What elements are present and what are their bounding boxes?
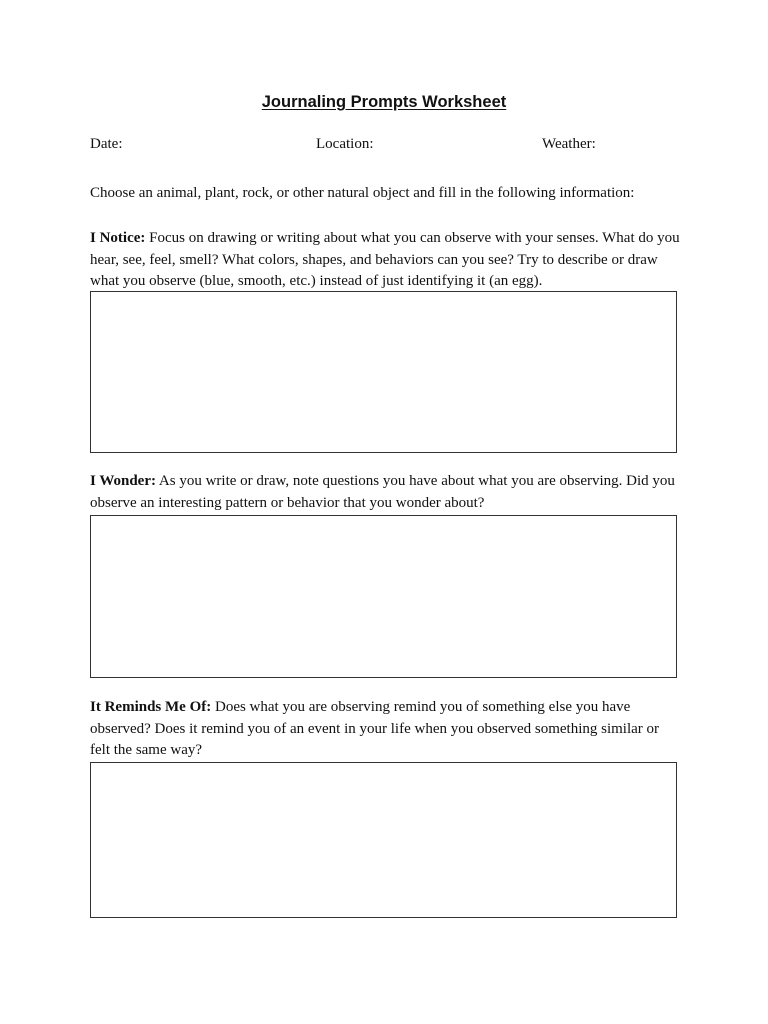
prompt-label: I Wonder:	[90, 473, 156, 489]
prompt-it-reminds-me-of	[90, 697, 680, 762]
prompt-text: Focus on drawing or writing about what you can observe with your senses. What do you hear, see, feel, smell? What colors, shapes, and behaviors can you see? Try to describe or draw what you observe (blue, smooth, etc.) instead of just identifying it (an egg).	[90, 230, 680, 289]
prompt-label: It Reminds Me Of:	[90, 699, 212, 715]
prompt-label: I Notice:	[90, 230, 146, 246]
i-notice-answer-box[interactable]	[90, 291, 677, 453]
instructions: Choose an animal, plant, rock, or other natural object and fill in the following information:	[90, 185, 635, 201]
prompt-i-wonder	[90, 471, 680, 514]
prompt-text: As you write or draw, note questions you have about what you are observing. Did you observe an interesting pattern or behavior that you wonder about?	[90, 473, 675, 511]
it-reminds-me-of-answer-box[interactable]	[90, 762, 677, 918]
prompt-i-notice	[90, 228, 680, 293]
prompt-text: Does what you are observing remind you of something else you have observed? Does it remind you of an event in your life when you observed something similar or felt the same way?	[90, 699, 660, 758]
page-title: Journaling Prompts Worksheet	[261, 93, 507, 111]
i-wonder-answer-box[interactable]	[90, 515, 677, 678]
location-label: Location:	[316, 136, 374, 152]
weather-label: Weather:	[542, 136, 596, 152]
date-label: Date:	[90, 136, 123, 152]
